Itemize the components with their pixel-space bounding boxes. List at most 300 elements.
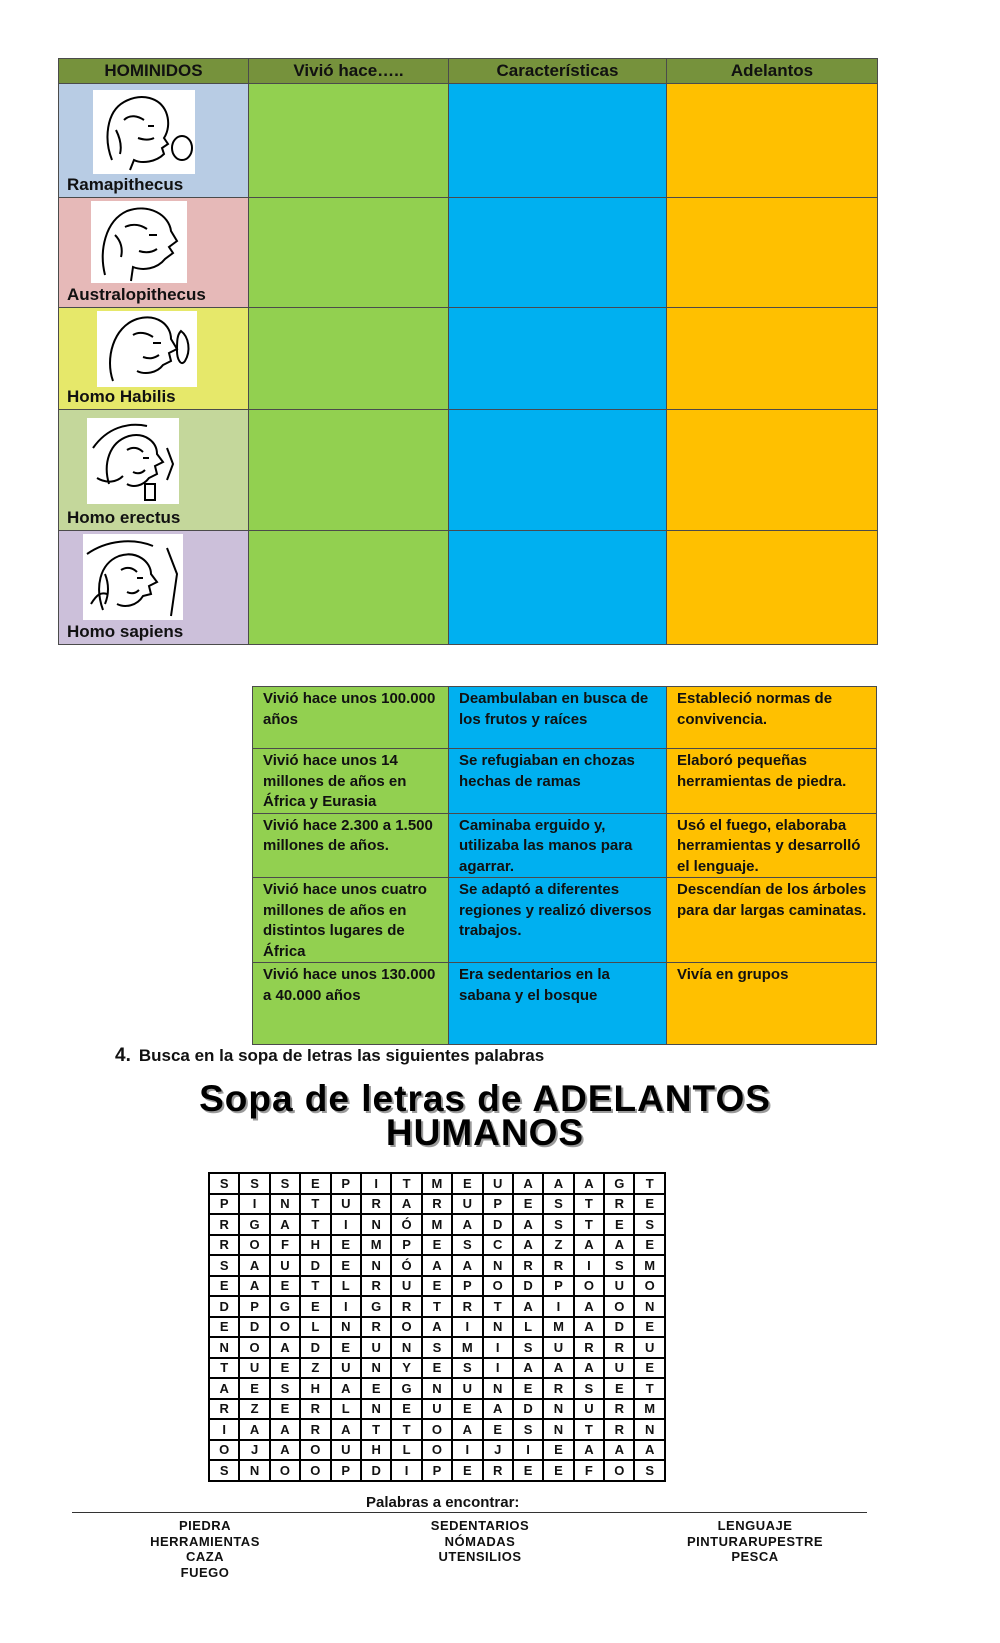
grid-row [209,1255,665,1276]
grid-letter-cell[interactable]: N [634,1296,664,1317]
grid-letter-cell[interactable]: E [452,1399,482,1420]
grid-letter-cell[interactable]: R [543,1378,573,1399]
grid-letter-cell[interactable]: L [331,1399,361,1420]
grid-letter-cell[interactable]: P [483,1194,513,1215]
grid-row [209,1419,665,1440]
grid-letter-cell[interactable]: A [604,1440,634,1461]
word-search-grid [208,1172,666,1482]
hominid-portrait-image [93,90,195,174]
grid-letter-cell[interactable]: U [270,1255,300,1276]
grid-letter-cell[interactable]: U [331,1440,361,1461]
word-column [655,1518,855,1565]
answer-cell-adelantos[interactable] [667,410,878,531]
grid-letter-cell[interactable]: T [422,1296,452,1317]
grid-row [209,1173,665,1194]
grid-letter-cell[interactable]: P [331,1173,361,1194]
grid-letter-cell[interactable]: T [574,1194,604,1215]
grid-letter-cell[interactable]: Z [239,1399,269,1420]
grid-row [209,1358,665,1379]
grid-letter-cell[interactable]: E [513,1194,543,1215]
grid-letter-cell[interactable]: D [239,1317,269,1338]
clue-row [253,813,877,878]
word-item: PINTURARUPESTRE [686,1533,824,1549]
grid-letter-cell[interactable]: U [574,1399,604,1420]
grid-letter-cell[interactable]: A [452,1255,482,1276]
title-line-1: Sopa de letras de ADELANTOS [199,1078,771,1119]
grid-letter-cell[interactable]: N [361,1399,391,1420]
hominid-cell [59,308,249,410]
clue-caracteristica[interactable]: Se adaptó a diferentes regiones y realizó diversos trabajos. [449,878,667,963]
grid-letter-cell[interactable]: U [331,1358,361,1379]
clue-vivio[interactable]: Vivió hace unos 14 millones de años en África y Eurasia [253,749,449,814]
grid-letter-cell[interactable]: O [209,1440,239,1461]
grid-letter-cell[interactable]: E [452,1460,482,1481]
answer-cell-caracteristicas[interactable] [449,84,667,198]
grid-letter-cell[interactable]: A [543,1173,573,1194]
grid-letter-cell[interactable]: I [483,1337,513,1358]
header-adelantos: Adelantos [667,59,878,84]
grid-letter-cell[interactable]: A [239,1276,269,1297]
grid-letter-cell[interactable]: E [331,1255,361,1276]
grid-letter-cell[interactable]: Z [543,1235,573,1256]
grid-letter-cell[interactable]: E [209,1317,239,1338]
grid-letter-cell[interactable]: I [209,1419,239,1440]
grid-letter-cell[interactable]: N [422,1378,452,1399]
grid-letter-cell[interactable]: S [543,1214,573,1235]
grid-letter-cell[interactable]: A [331,1419,361,1440]
grid-letter-cell[interactable]: T [300,1214,330,1235]
grid-letter-cell[interactable]: A [209,1378,239,1399]
grid-letter-cell[interactable]: A [483,1399,513,1420]
grid-letter-cell[interactable]: N [331,1317,361,1338]
grid-letter-cell[interactable]: S [270,1173,300,1194]
grid-letter-cell[interactable]: R [391,1296,421,1317]
grid-letter-cell[interactable]: L [391,1440,421,1461]
grid-letter-cell[interactable]: A [422,1255,452,1276]
grid-letter-cell[interactable]: R [209,1235,239,1256]
grid-letter-cell[interactable]: R [604,1399,634,1420]
grid-letter-cell[interactable]: T [391,1173,421,1194]
grid-letter-cell[interactable]: A [239,1419,269,1440]
grid-letter-cell[interactable]: E [604,1378,634,1399]
grid-letter-cell[interactable]: E [422,1235,452,1256]
grid-letter-cell[interactable]: H [300,1378,330,1399]
grid-letter-cell[interactable]: E [239,1378,269,1399]
word-column [110,1518,300,1580]
grid-letter-cell[interactable]: L [300,1317,330,1338]
grid-letter-cell[interactable]: G [391,1378,421,1399]
grid-letter-cell[interactable]: R [513,1255,543,1276]
grid-letter-cell[interactable]: U [452,1194,482,1215]
grid-letter-cell[interactable]: F [270,1235,300,1256]
hominids-table [58,58,878,645]
grid-letter-cell[interactable]: R [209,1399,239,1420]
grid-letter-cell[interactable]: A [574,1440,604,1461]
answer-cell-adelantos[interactable] [667,198,878,308]
grid-letter-cell[interactable]: O [239,1337,269,1358]
answer-cell-caracteristicas[interactable] [449,531,667,645]
grid-letter-cell[interactable]: I [574,1255,604,1276]
grid-letter-cell[interactable]: R [300,1419,330,1440]
clues-table [252,686,877,1045]
word-item: PESCA [731,1549,779,1564]
grid-letter-cell[interactable]: E [209,1276,239,1297]
grid-letter-cell[interactable]: T [300,1276,330,1297]
grid-letter-cell[interactable]: S [209,1173,239,1194]
clue-caracteristica[interactable]: Se refugiaban en chozas hechas de ramas [449,749,667,814]
grid-letter-cell[interactable]: U [483,1173,513,1194]
grid-row [209,1317,665,1338]
grid-letter-cell[interactable]: I [331,1214,361,1235]
grid-letter-cell[interactable]: S [209,1255,239,1276]
grid-letter-cell[interactable]: A [391,1194,421,1215]
grid-letter-cell[interactable]: N [239,1460,269,1481]
grid-letter-cell[interactable]: E [634,1194,664,1215]
grid-letter-cell[interactable]: S [209,1460,239,1481]
answer-cell-caracteristicas[interactable] [449,308,667,410]
grid-letter-cell[interactable]: T [391,1419,421,1440]
grid-letter-cell[interactable]: R [361,1317,391,1338]
grid-letter-cell[interactable]: I [331,1296,361,1317]
grid-letter-cell[interactable]: P [391,1235,421,1256]
grid-letter-cell[interactable]: T [574,1419,604,1440]
grid-letter-cell[interactable]: E [270,1399,300,1420]
grid-letter-cell[interactable]: I [452,1317,482,1338]
grid-letter-cell[interactable]: U [331,1194,361,1215]
clue-vivio[interactable]: Vivió hace 2.300 a 1.500 millones de años. [253,813,449,878]
grid-letter-cell[interactable]: R [483,1460,513,1481]
grid-letter-cell[interactable]: E [634,1358,664,1379]
grid-letter-cell[interactable]: A [604,1235,634,1256]
hominid-portrait-image [91,201,187,283]
grid-letter-cell[interactable]: O [270,1317,300,1338]
grid-letter-cell[interactable]: E [391,1399,421,1420]
grid-letter-cell[interactable]: E [513,1460,543,1481]
grid-letter-cell[interactable]: S [513,1337,543,1358]
grid-letter-cell[interactable]: E [331,1235,361,1256]
grid-letter-cell[interactable]: D [513,1276,543,1297]
grid-letter-cell[interactable]: R [543,1255,573,1276]
grid-letter-cell[interactable]: O [239,1235,269,1256]
grid-letter-cell[interactable]: S [422,1337,452,1358]
grid-letter-cell[interactable]: T [209,1358,239,1379]
grid-letter-cell[interactable]: A [543,1358,573,1379]
grid-letter-cell[interactable]: S [574,1378,604,1399]
grid-letter-cell[interactable]: O [422,1440,452,1461]
grid-letter-cell[interactable]: U [361,1337,391,1358]
grid-letter-cell[interactable]: D [483,1214,513,1235]
answer-cell-caracteristicas[interactable] [449,198,667,308]
grid-letter-cell[interactable]: N [483,1378,513,1399]
grid-letter-cell[interactable]: U [391,1276,421,1297]
word-item: PIEDRA [178,1518,232,1533]
grid-letter-cell[interactable]: N [209,1337,239,1358]
grid-letter-cell[interactable]: S [239,1173,269,1194]
grid-letter-cell[interactable]: N [543,1419,573,1440]
grid-letter-cell[interactable]: S [452,1358,482,1379]
grid-letter-cell[interactable]: A [574,1173,604,1194]
grid-letter-cell[interactable]: Ó [391,1214,421,1235]
grid-letter-cell[interactable]: D [513,1399,543,1420]
grid-letter-cell[interactable]: O [391,1317,421,1338]
grid-letter-cell[interactable]: O [604,1296,634,1317]
grid-letter-cell[interactable]: A [452,1419,482,1440]
grid-letter-cell[interactable]: Y [391,1358,421,1379]
grid-row [209,1276,665,1297]
grid-letter-cell[interactable]: T [361,1419,391,1440]
grid-letter-cell[interactable]: E [513,1378,543,1399]
grid-letter-cell[interactable]: E [452,1173,482,1194]
grid-letter-cell[interactable]: H [361,1440,391,1461]
grid-letter-cell[interactable]: T [634,1378,664,1399]
grid-letter-cell[interactable]: S [452,1235,482,1256]
header-hominidos: HOMINIDOS [59,59,249,84]
answer-cell-caracteristicas[interactable] [449,410,667,531]
grid-letter-cell[interactable]: N [361,1214,391,1235]
clue-vivio[interactable]: Vivió hace unos 130.000 a 40.000 años [253,963,449,1045]
grid-row [209,1235,665,1256]
grid-letter-cell[interactable]: N [270,1194,300,1215]
hominid-cell [59,84,249,198]
grid-letter-cell[interactable]: A [422,1317,452,1338]
grid-letter-cell[interactable]: A [513,1214,543,1235]
grid-letter-cell[interactable]: N [543,1399,573,1420]
grid-row [209,1214,665,1235]
clue-caracteristica[interactable]: Era sedentarios en la sabana y el bosque [449,963,667,1045]
grid-letter-cell[interactable]: I [391,1460,421,1481]
grid-letter-cell[interactable]: A [574,1296,604,1317]
grid-letter-cell[interactable]: D [604,1317,634,1338]
grid-letter-cell[interactable]: M [361,1235,391,1256]
grid-letter-cell[interactable]: R [209,1214,239,1235]
grid-letter-cell[interactable]: J [483,1440,513,1461]
grid-letter-cell[interactable]: R [422,1194,452,1215]
clue-caracteristica[interactable]: Caminaba erguido y, utilizaba las manos para agarrar. [449,813,667,878]
grid-letter-cell[interactable]: E [331,1337,361,1358]
word-item: SEDENTARIOS [430,1518,530,1533]
grid-letter-cell[interactable]: E [270,1276,300,1297]
row-australopithecus [59,198,878,308]
grid-letter-cell[interactable]: I [483,1358,513,1379]
grid-letter-cell[interactable]: D [209,1296,239,1317]
grid-letter-cell[interactable]: Z [300,1358,330,1379]
grid-letter-cell[interactable]: O [422,1419,452,1440]
grid-letter-cell[interactable]: R [604,1419,634,1440]
grid-letter-cell[interactable]: H [300,1235,330,1256]
grid-letter-cell[interactable]: O [300,1460,330,1481]
grid-letter-cell[interactable]: E [300,1173,330,1194]
grid-letter-cell[interactable]: O [300,1440,330,1461]
clue-adelanto[interactable]: Descendían de los árboles para dar largas caminatas. [667,878,877,963]
word-search-title [90,1078,880,1153]
clue-row [253,963,877,1045]
grid-letter-cell[interactable]: G [239,1214,269,1235]
grid-letter-cell[interactable]: A [574,1358,604,1379]
grid-letter-cell[interactable]: G [604,1173,634,1194]
grid-letter-cell[interactable]: S [513,1419,543,1440]
grid-letter-cell[interactable]: T [300,1194,330,1215]
grid-letter-cell[interactable]: M [634,1399,664,1420]
grid-letter-cell[interactable]: A [452,1214,482,1235]
grid-letter-cell[interactable]: R [574,1337,604,1358]
header-vivio: Vivió hace….. [249,59,449,84]
grid-row [209,1296,665,1317]
grid-letter-cell[interactable]: I [513,1440,543,1461]
grid-letter-cell[interactable]: P [239,1296,269,1317]
grid-letter-cell[interactable]: D [300,1255,330,1276]
grid-letter-cell[interactable]: R [300,1399,330,1420]
grid-letter-cell[interactable]: P [209,1194,239,1215]
answer-cell-vivio[interactable] [249,531,449,645]
grid-letter-cell[interactable]: E [270,1358,300,1379]
grid-letter-cell[interactable]: N [483,1317,513,1338]
grid-letter-cell[interactable]: T [574,1214,604,1235]
grid-letter-cell[interactable]: I [543,1296,573,1317]
grid-letter-cell[interactable]: F [574,1460,604,1481]
grid-letter-cell[interactable]: E [300,1296,330,1317]
grid-letter-cell[interactable]: A [574,1235,604,1256]
word-item: UTENSILIOS [438,1549,522,1564]
grid-letter-cell[interactable]: U [543,1337,573,1358]
grid-letter-cell[interactable]: S [543,1194,573,1215]
row-homo-erectus [59,410,878,531]
grid-letter-cell[interactable]: A [574,1317,604,1338]
answer-cell-vivio[interactable] [249,410,449,531]
grid-letter-cell[interactable]: P [543,1276,573,1297]
grid-letter-cell[interactable]: P [422,1460,452,1481]
clue-adelanto[interactable]: Elaboró pequeñas herramientas de piedra. [667,749,877,814]
answer-cell-vivio[interactable] [249,198,449,308]
row-ramapithecus [59,84,878,198]
grid-letter-cell[interactable]: E [422,1358,452,1379]
grid-letter-cell[interactable]: G [270,1296,300,1317]
grid-letter-cell[interactable]: U [604,1358,634,1379]
grid-letter-cell[interactable]: M [634,1255,664,1276]
grid-letter-cell[interactable]: A [270,1440,300,1461]
grid-letter-cell[interactable]: E [361,1378,391,1399]
hominid-cell [59,410,249,531]
grid-letter-cell[interactable]: I [239,1194,269,1215]
clue-row [253,878,877,963]
grid-letter-cell[interactable]: P [452,1276,482,1297]
grid-letter-cell[interactable]: L [513,1317,543,1338]
grid-letter-cell[interactable]: N [483,1255,513,1276]
grid-letter-cell[interactable]: O [574,1276,604,1297]
clue-vivio[interactable]: Vivió hace unos cuatro millones de años en distintos lugares de África [253,878,449,963]
grid-letter-cell[interactable]: A [513,1235,543,1256]
grid-letter-cell[interactable]: M [422,1173,452,1194]
grid-letter-cell[interactable]: M [422,1214,452,1235]
exercise-instruction [115,1045,544,1067]
grid-letter-cell[interactable]: R [361,1194,391,1215]
clue-adelanto[interactable]: Usó el fuego, elaboraba herramientas y desarrolló el lenguaje. [667,813,877,878]
answer-cell-adelantos[interactable] [667,531,878,645]
grid-letter-cell[interactable]: M [452,1337,482,1358]
grid-letter-cell[interactable]: M [543,1317,573,1338]
answer-cell-vivio[interactable] [249,308,449,410]
grid-letter-cell[interactable]: S [604,1255,634,1276]
grid-letter-cell[interactable]: S [634,1214,664,1235]
grid-letter-cell[interactable]: N [391,1337,421,1358]
word-item: NÓMADAS [444,1533,516,1549]
grid-letter-cell[interactable]: A [513,1173,543,1194]
grid-letter-cell[interactable]: J [239,1440,269,1461]
answer-cell-adelantos[interactable] [667,308,878,410]
grid-letter-cell[interactable]: U [634,1337,664,1358]
grid-letter-cell[interactable]: S [270,1378,300,1399]
grid-letter-cell[interactable]: A [270,1214,300,1235]
grid-letter-cell[interactable]: T [483,1296,513,1317]
answer-cell-vivio[interactable] [249,84,449,198]
grid-letter-cell[interactable]: N [361,1358,391,1379]
clue-vivio[interactable]: Vivió hace unos 100.000 años [253,687,449,749]
word-item: FUEGO [180,1564,230,1580]
grid-letter-cell[interactable]: N [361,1255,391,1276]
grid-letter-cell[interactable]: E [634,1235,664,1256]
word-item: LENGUAJE [717,1518,793,1533]
grid-letter-cell[interactable]: A [270,1419,300,1440]
word-column [385,1518,575,1565]
grid-letter-cell[interactable]: A [239,1255,269,1276]
grid-letter-cell[interactable]: A [270,1337,300,1358]
grid-letter-cell[interactable]: T [634,1173,664,1194]
grid-letter-cell[interactable]: E [543,1440,573,1461]
grid-letter-cell[interactable]: O [483,1276,513,1297]
grid-letter-cell[interactable]: A [331,1378,361,1399]
hominid-cell [59,198,249,308]
grid-letter-cell[interactable]: U [239,1358,269,1379]
grid-letter-cell[interactable]: U [604,1276,634,1297]
grid-letter-cell[interactable]: Ó [391,1255,421,1276]
grid-letter-cell[interactable]: I [361,1173,391,1194]
grid-letter-cell[interactable]: C [483,1235,513,1256]
clue-adelanto[interactable]: Estableció normas de convivencia. [667,687,877,749]
grid-letter-cell[interactable]: R [604,1194,634,1215]
grid-letter-cell[interactable]: O [634,1276,664,1297]
grid-letter-cell[interactable]: D [300,1337,330,1358]
grid-letter-cell[interactable]: A [513,1358,543,1379]
grid-letter-cell[interactable]: E [543,1460,573,1481]
grid-letter-cell[interactable]: N [634,1419,664,1440]
word-item: HERRAMIENTAS [150,1533,260,1549]
grid-letter-cell[interactable]: E [422,1276,452,1297]
grid-letter-cell[interactable]: E [483,1419,513,1440]
grid-letter-cell[interactable]: U [452,1378,482,1399]
grid-letter-cell[interactable]: O [604,1460,634,1481]
grid-letter-cell[interactable]: G [361,1296,391,1317]
grid-letter-cell[interactable]: P [331,1460,361,1481]
grid-letter-cell[interactable]: R [361,1276,391,1297]
grid-letter-cell[interactable]: D [361,1460,391,1481]
answer-cell-adelantos[interactable] [667,84,878,198]
grid-letter-cell[interactable]: U [422,1399,452,1420]
grid-letter-cell[interactable]: E [634,1317,664,1338]
grid-letter-cell[interactable]: L [331,1276,361,1297]
grid-letter-cell[interactable]: E [604,1214,634,1235]
clue-adelanto[interactable]: Vivía en grupos [667,963,877,1045]
grid-letter-cell[interactable]: I [452,1440,482,1461]
grid-row [209,1460,665,1481]
grid-letter-cell[interactable]: O [270,1460,300,1481]
header-row [59,59,878,84]
grid-letter-cell[interactable]: R [452,1296,482,1317]
grid-letter-cell[interactable]: A [513,1296,543,1317]
grid-letter-cell[interactable]: S [634,1460,664,1481]
grid-letter-cell[interactable]: A [634,1440,664,1461]
grid-letter-cell[interactable]: R [604,1337,634,1358]
clue-caracteristica[interactable]: Deambulaban en busca de los frutos y raíces [449,687,667,749]
grid-row [209,1194,665,1215]
